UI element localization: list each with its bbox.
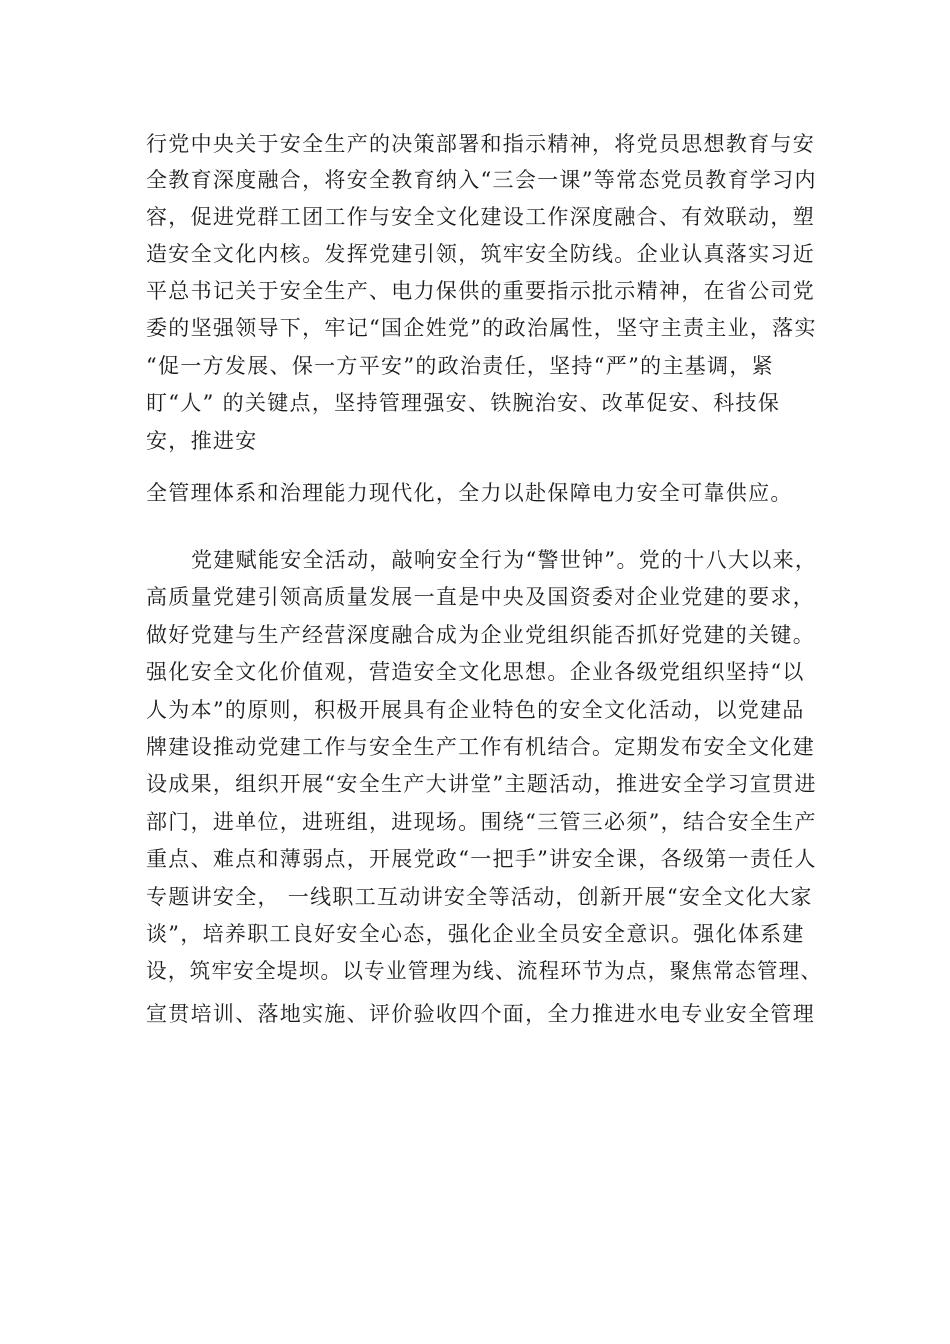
text-line: 行党中央关于安全生产的决策部署和指示精神，将党员思想教育与安: [146, 132, 815, 156]
text-line: 高质量党建引领高质量发展一直是中央及国资委对企业党建的要求，: [146, 585, 815, 609]
text-line: 部门，进单位，进班组，进现场。围绕“三管三必须”，结合安全生产: [146, 810, 817, 834]
text-line: 宣贯培训、落地实施、评价验收四个面，全力推进水电专业安全管理: [146, 1002, 815, 1026]
text-line: 全教育深度融合，将安全教育纳入“三会一课”等常态党员教育学习内: [146, 168, 817, 192]
text-line: 容，促进党群工团工作与安全文化建设工作深度融合、有效联动，塑: [146, 205, 815, 229]
text-line: 专题讲安全， 一线职工互动讲安全等活动，创新开展“安全文化大家: [146, 885, 813, 909]
text-line: 牌建设推动党建工作与安全生产工作有机结合。定期发布安全文化建: [146, 735, 815, 759]
text-line: 强化安全文化价值观，营造安全文化思想。企业各级党组织坚持“以: [146, 660, 805, 684]
text-line: 全管理体系和治理能力现代化，全力以赴保障电力安全可靠供应。: [146, 481, 793, 505]
text-line: 做好党建与生产经营深度融合成为企业党组织能否抓好党建的关键。: [146, 623, 815, 647]
text-line: 造安全文化内核。发挥党建引领，筑牢安全防线。企业认真落实习近: [146, 242, 815, 266]
text-line: 谈”，培养职工良好安全心态，强化企业全员安全意识。强化体系建: [146, 922, 805, 946]
text-line: 设，筑牢安全堤坝。以专业管理为线、流程环节为点，聚焦常态管理、: [146, 959, 823, 983]
text-line: 盯“人” 的关键点，坚持管理强安、铁腕治安、改革促安、科技保: [146, 391, 781, 415]
text-line: 平总书记关于安全生产、电力保供的重要指示批示精神，在省公司党: [146, 279, 815, 303]
text-line: 重点、难点和薄弱点，开展党政“一把手”讲安全课，各级第一责任人: [146, 847, 817, 871]
text-line: “促一方发展、保一方平安”的政治责任，坚持“严”的主基调，紧: [146, 354, 774, 378]
paragraph-first-line: 党建赋能安全活动，敲响安全行为“警世钟”。党的十八大以来，: [191, 548, 818, 572]
text-line: 委的坚强领导下，牢记“国企姓党”的政治属性，坚守主责主业，落实: [146, 316, 817, 340]
text-line: 设成果，组织开展“安全生产大讲堂”主题活动，推进安全学习宣贯进: [146, 772, 817, 796]
text-line: 安，推进安: [146, 429, 258, 453]
text-line: 人为本”的原则，积极开展具有企业特色的安全文化活动，以党建品: [146, 698, 805, 722]
